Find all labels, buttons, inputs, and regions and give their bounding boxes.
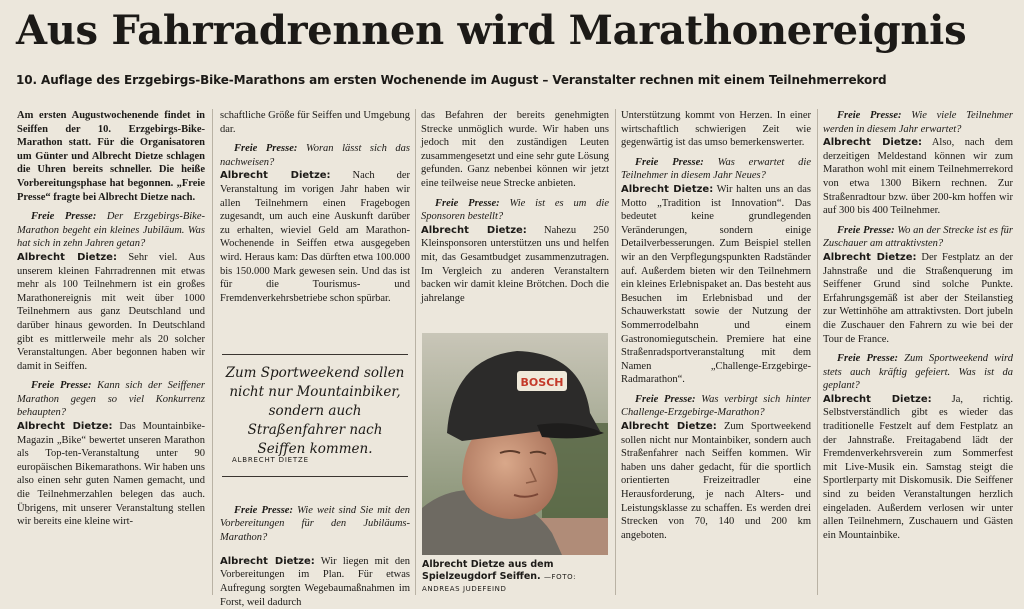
answer-text: Also, nach dem derzeitigen Meldestand können wir zum Marathon wohl mit einem Teilnehmerrekord von etwa 1300 Bikern rechnen. Zur Straßenradtour bzw. über 200-km hoffen wir auf 300 bis 400 Teilnehmer. bbox=[823, 137, 1013, 217]
interview-answer bbox=[823, 393, 1013, 543]
pullquote: Zum Sportweekend sollen nicht nur Mountainbiker, sondern auch Straßenfahrer nach Seiffen kommen. bbox=[225, 365, 405, 457]
question-text: Was erwartet die Teilnehmer in diesem Jahr Neues? bbox=[621, 156, 812, 182]
question-speaker: Freie Presse: bbox=[635, 393, 696, 405]
question-speaker: Freie Presse: bbox=[234, 504, 293, 516]
answer-text: Nach der Veranstaltung im vorigen Jahr haben wir allen Teilnehmern einen Fragebogen zugesandt, um auch eine Auskunft darüber zu erhalten, wieviel Geld am Marathon-Wochenende in Seiffen etwa ausgegeben wird. Heraus kam: Das dürften etwa 100.000 bis 150.000 Mark gewesen sein. Und das ist für die Tourismus- und Fremdenverkehrsbetriebe schon spürbar. bbox=[220, 170, 410, 304]
column-rule bbox=[212, 109, 213, 595]
interview-question bbox=[421, 197, 609, 224]
column-rule bbox=[817, 109, 818, 595]
portrait-photo bbox=[422, 333, 608, 555]
continued-text: das Befahren der bereits genehmigten Strecke unmöglich wurde. Wir haben uns jedoch mit den zuständigen Leuten zusammengesetzt und eine sehr gute Lösung gefunden. Ganz nebenbei können wir jetzt eine teilweise neue Strecke anbieten. bbox=[421, 110, 609, 189]
question-text: Zum Sportweekend wird stets auch kräftig gefeiert. Was ist da geplant? bbox=[823, 353, 1013, 392]
question-text: Wie viele Teilnehmer werden in diesem Jahr erwartet? bbox=[823, 110, 1013, 135]
article-column-3 bbox=[421, 109, 609, 331]
article-column-1 bbox=[17, 109, 205, 599]
answer-speaker: Albrecht Dietze: bbox=[17, 421, 113, 433]
interview-answer bbox=[17, 251, 205, 373]
interview-answer bbox=[823, 136, 1013, 218]
interview-question bbox=[17, 210, 205, 251]
answer-text: Sehr viel. Aus unserem kleinen Fahrradrennen mit etwas mehr als 100 Teilnehmern ist ein großes Marathonereignis mit weit über 1000 Teilnehmern aus ganz Deutschland und darüber hinaus geworden. In Deutschland gibt es mittlerweile mehr als 20 solcher Veranstaltungen. Aber begonnen haben wir damit in Seiffen. bbox=[17, 251, 205, 372]
interview-question bbox=[17, 379, 205, 420]
question-text: Woran lässt sich das nachweisen? bbox=[220, 143, 410, 168]
question-text: Kann sich der Seiffener Marathon gegen so viel Konkurrenz behaupten? bbox=[17, 380, 206, 419]
cap-logo-text: BOSCH bbox=[520, 376, 564, 389]
continued-text: Unterstützung kommt von Herzen. In einer wirtschaftlich schwierigen Zeit wie gegenwärtig ist das umso bemerkenswerter. bbox=[621, 110, 811, 149]
answer-speaker: Albrecht Dietze: bbox=[823, 393, 932, 405]
headline: Aus Fahrradrennen wird Marathonereignis bbox=[16, 7, 967, 54]
answer-speaker: Albrecht Dietze: bbox=[220, 170, 331, 182]
interview-answer bbox=[823, 251, 1013, 346]
subheadline: 10. Auflage des Erzgebirgs-Bike-Marathons am ersten Wochenende im August – Veranstalter rechnen mit einem Teilnehmerrekord bbox=[16, 73, 887, 87]
question-text: Der Erzgebirgs-Bike-Marathon begeht ein kleines Jubiläum. Was hat sich in zehn Jahren getan? bbox=[17, 211, 205, 250]
question-text: Wie weit sind Sie mit den Vorbereitungen für den Jubiläums-Marathon? bbox=[220, 504, 411, 543]
question-speaker: Freie Presse: bbox=[837, 353, 898, 365]
interview-answer bbox=[621, 183, 811, 387]
continued-text: schaftliche Größe für Seiffen und Umgebung dar. bbox=[220, 110, 410, 135]
answer-text: Das Mountainbike-Magazin „Bike“ bewertet unseren Marathon als Top-ten-Veranstaltung unter 90 europäischen Bikemarathons. Wir haben uns also einen sehr guten Namen gemacht, und die Teilnehmerzahlen belegen das auch. Übrigens, mit unserer Veranstaltung stellen wir bereits eine kleine wirt- bbox=[17, 421, 205, 528]
interview-question bbox=[220, 504, 410, 545]
question-speaker: Freie Presse: bbox=[31, 380, 92, 392]
question-speaker: Freie Presse: bbox=[837, 224, 895, 236]
answer-text: Wir halten uns an das Motto „Tradition ist Innovation“. Das bedeutet keine grundlegenden Veränderungen, sondern einige Detailverbesserungen. Zum Beispiel stellen wir an den Verpflegungspunkten Radständer auf. Außerdem bieten wir den Teilnehmern ein kleines Erlebnispaket an. Das besteht aus Besuchen im Erlebnisbad und der Schauwerkstatt sowie der Nutzung der Sommerrodelbahn und einem Gastronomiegutschein. Premiere hat eine Straßenradsportveranstaltung mit dem Namen „Challenge-Erzgebirge-Radmarathon“. bbox=[621, 183, 811, 386]
answer-speaker: Albrecht Dietze: bbox=[621, 183, 714, 195]
photo-credit: —FOTO: ANDREAS JUDEFEIND bbox=[422, 573, 577, 593]
column-rule bbox=[415, 109, 416, 595]
interview-answer bbox=[220, 169, 410, 305]
question-speaker: Freie Presse: bbox=[234, 143, 298, 155]
interview-answer bbox=[220, 555, 410, 609]
article-column-2 bbox=[220, 109, 410, 349]
question-speaker: Freie Presse: bbox=[837, 110, 902, 121]
article-column-2-bottom bbox=[220, 493, 411, 608]
answer-speaker: Albrecht Dietze: bbox=[823, 137, 923, 149]
interview-question bbox=[621, 156, 811, 183]
photo-caption bbox=[422, 559, 608, 595]
question-text: Wie ist es um die Sponsoren bestellt? bbox=[421, 197, 609, 223]
article-column-4 bbox=[621, 109, 811, 599]
question-speaker: Freie Presse: bbox=[635, 156, 704, 168]
answer-text: Wir liegen mit den Vorbereitungen im Plan. Für etwas Aufregung sorgten Wegebaumaßnahmen im Forst, weil dadurch bbox=[220, 555, 410, 608]
interview-question bbox=[823, 109, 1013, 136]
pullquote-rule-top bbox=[222, 354, 408, 355]
pullquote-rule-bottom bbox=[222, 476, 408, 477]
portrait-illustration bbox=[422, 333, 608, 555]
question-text: Was verbirgt sich hinter Challenge-Erzgebirge-Marathon? bbox=[621, 393, 811, 419]
question-speaker: Freie Presse: bbox=[31, 211, 97, 223]
interview-question bbox=[823, 352, 1013, 393]
interview-question bbox=[220, 142, 410, 169]
interview-answer bbox=[621, 420, 811, 542]
answer-text: Der Festplatz an der Jahnstraße und die Straßenquerung im Seiffener Grund sind solche Punkte. Erfahrungsgemäß ist aber der Steilanstieg zur Wettinhöhe am attraktivsten. Dort jubeln die Zuschauer den Fahrern zu wie bei der Tour de France. bbox=[823, 251, 1014, 345]
interview-answer bbox=[17, 420, 205, 529]
pullquote-author: ALBRECHT DIETZE bbox=[232, 456, 309, 464]
article-column-5 bbox=[823, 109, 1013, 599]
caption-text: Albrecht Dietze aus dem Spielzeugdorf Seiffen. bbox=[422, 559, 554, 582]
column-rule bbox=[615, 109, 616, 595]
answer-speaker: Albrecht Dietze: bbox=[621, 421, 717, 433]
answer-text: Nahezu 250 Kleinsponsoren unterstützen uns und helfen mit, das Gesamtbudget zusammenzutragen. Im Vergleich zu anderen Veranstaltern backen wir damit kleine Brötchen. Doch die jahrelange bbox=[421, 224, 609, 304]
answer-speaker: Albrecht Dietze: bbox=[421, 224, 527, 236]
question-speaker: Freie Presse: bbox=[435, 197, 500, 209]
answer-speaker: Albrecht Dietze: bbox=[17, 251, 117, 263]
interview-question bbox=[823, 224, 1013, 251]
interview-answer bbox=[421, 224, 609, 306]
question-text: Wo an der Strecke ist es für Zuschauer am attraktivsten? bbox=[823, 224, 1013, 250]
answer-text: Ja, richtig. Selbstverständlich gibt es wieder das traditionelle Festzelt auf dem Festplatz an der Jahnstraße. Freitagabend lädt der Fremdenverkehrsverein zum Sommerfest mit Live-Musik ein. Samstag steigt die Sportlerparty mit Diskomusik. Die Seiffener sind zu beiden Veranstaltungen herzlich eingeladen. Außerdem verlosen wir unter allen Teilnehmern, Zuschauern und Gästen ein Mountainbike. bbox=[823, 393, 1014, 541]
answer-speaker: Albrecht Dietze: bbox=[220, 555, 315, 567]
answer-speaker: Albrecht Dietze: bbox=[823, 251, 917, 263]
interview-question bbox=[621, 393, 811, 420]
answer-text: Zum Sportweekend sollen nicht nur Montainbiker, sondern auch Straßenfahrer nach Seiffen kommen. Wir haben uns daher gedacht, für die sportlich orientierten Freizeitradler eine Herausforderung, je nach Alters- und Leistungsklasse zu schaffen. Es werden drei Strecken von 70, 140 und 200 km angeboten. bbox=[621, 421, 811, 541]
lead-paragraph: Am ersten Augustwochenende findet in Seiffen der 10. Erzgebirgs-Bike-Marathon statt. Für die Organisatoren um Günter und Albrecht Dietze schlagen die Uhren bereits schneller. Die heiße Vorbereitungsphase hat begonnen. „Freie Presse“ fragte bei Albrecht Dietze nach. bbox=[17, 110, 205, 203]
